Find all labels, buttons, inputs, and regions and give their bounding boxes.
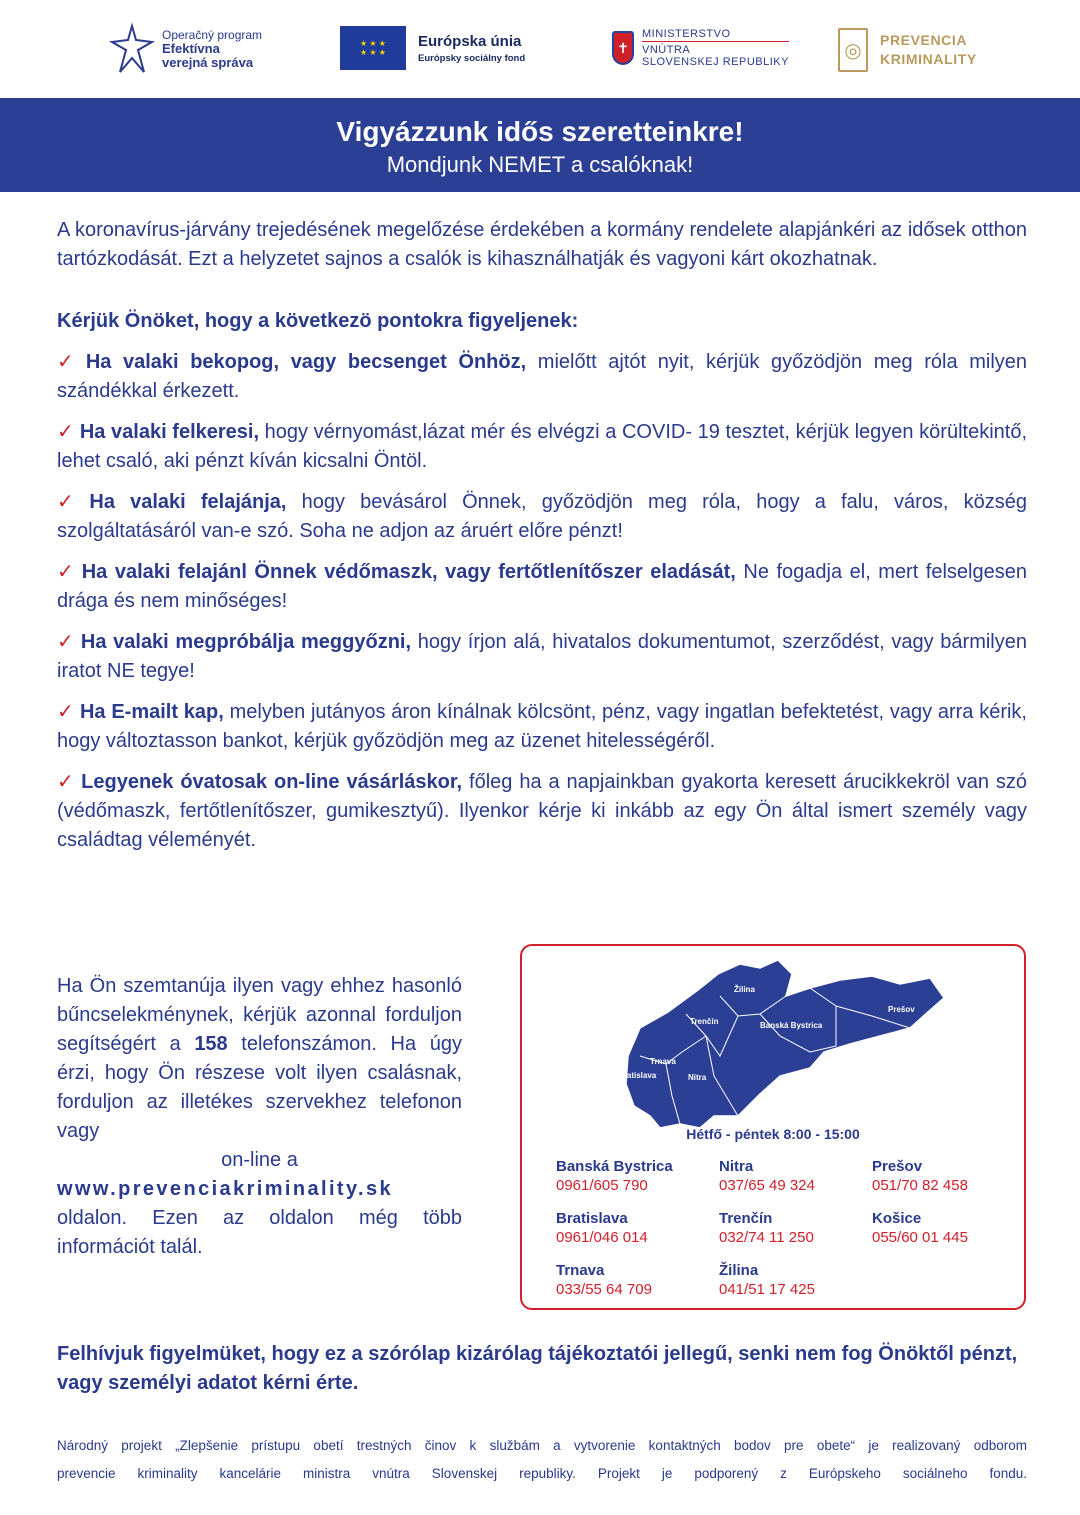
map-label-kosice: Košice	[876, 1037, 903, 1046]
op-line2: Efektívna	[162, 40, 220, 56]
contact-phone[interactable]: 051/70 82 458	[872, 1177, 968, 1194]
check-icon: ✓	[57, 771, 76, 793]
report-paragraph	[57, 972, 462, 1262]
prevencia-line2: KRIMINALITY	[880, 51, 977, 67]
report-text-1: Ha Ön szemtanúja ilyen vagy ehhez hasonló bűncselekménynek, kérjük azonnal forduljon segítségért a	[57, 975, 462, 1055]
contact-entry	[556, 1158, 719, 1194]
advice-item-text: Ne fogadja el, mert felselgesen drága és nem minőséges!	[57, 561, 1027, 612]
contact-city: Žilina	[719, 1262, 759, 1279]
advice-item-bold: Ha valaki felkeresi,	[79, 421, 260, 443]
advice-item-text: hogy vérnyomást,lázat mér és elvégzi a COVID- 19 tesztet, kérjük legyen körültekintő, lehet csaló, aki pénzt kíván kicsalni Öntöl.	[57, 421, 1027, 472]
map-label-nitra: Nitra	[688, 1073, 707, 1082]
phone-158: 158	[194, 1033, 228, 1055]
map-label-zilina: Žilina	[734, 985, 755, 994]
advice-item-bold: Ha valaki megpróbálja meggyőzni,	[80, 631, 412, 653]
map-label-banska-bystrica: Banská Bystrica	[760, 1021, 823, 1030]
map-label-bratislava: Bratislava	[618, 1071, 657, 1080]
contact-entry	[719, 1262, 872, 1298]
report-text-4: oldalon. Ezen az oldalon még több információt talál.	[57, 1207, 462, 1258]
map-label-trnava: Trnava	[650, 1057, 676, 1066]
contact-phone[interactable]: 0961/605 790	[556, 1177, 648, 1194]
contact-phone[interactable]: 037/65 49 324	[719, 1177, 815, 1194]
coat-of-arms-icon: ✝	[612, 31, 634, 65]
contact-box	[520, 944, 1026, 1310]
advice-item	[57, 698, 1027, 756]
advice-item	[57, 418, 1027, 476]
contact-phone[interactable]: 032/74 11 250	[719, 1229, 814, 1246]
slovakia-map	[610, 956, 950, 1134]
advice-item-text: hogy bevásárol Önnek, győzödjön meg róla, hogy a falu, város, község szolgáltatásáról van-e szó. Soha ne adjon az áruért előre pénzt!	[57, 491, 1027, 542]
ministry-line1: MINISTERSTVO	[642, 28, 789, 42]
advice-item-bold: Ha E-mailt kap,	[79, 701, 224, 723]
advice-item	[57, 488, 1027, 546]
advice-item-text: hogy írjon alá, hivatalos dokumentumot, szerződést, vagy bármilyen iratot NE tegye!	[57, 631, 1027, 682]
contact-city: Trnava	[556, 1262, 605, 1279]
check-icon: ✓	[57, 701, 74, 723]
op-line3: verejná správa	[162, 54, 254, 70]
main-content	[57, 216, 1027, 855]
advice-list	[57, 348, 1027, 855]
footer-line-1: Národný projekt „Zlepšenie prístupu obetí trestných činov k službám a vytvorenie kontaktných bodov pre obete“ je realizovaný odborom	[57, 1438, 1027, 1453]
lead-heading: Kérjük Önöket, hogy a következö pontokra figyeljenek:	[57, 310, 579, 332]
contact-grid	[556, 1158, 1006, 1298]
eu-title: Európska únia	[418, 32, 522, 50]
footer-line-2: prevencie kriminality kancelárie ministra vnútra Slovenskej republiky. Projekt je podporený z Európskeho sociálneho fondu.	[57, 1466, 1027, 1481]
advice-item-text: melyben jutányos áron kínálnak kölcsönt, pénz, vagy ingatlan befektetést, vagy arra kérik, hogy változtasson bankot, kérjük győzödjön meg az üzenet hitelességéről.	[57, 701, 1027, 752]
contact-phone[interactable]: 041/51 17 425	[719, 1281, 815, 1298]
eu-subtitle: Európsky sociálny fond	[418, 52, 526, 64]
check-icon: ✓	[57, 491, 84, 513]
contact-entry	[872, 1158, 1006, 1194]
advice-item-text: mielőtt ajtót nyit, kérjük győzödjön meg róla milyen szándékkal érkezett.	[57, 351, 1028, 402]
check-icon: ✓	[57, 631, 75, 653]
contact-entry	[719, 1158, 872, 1194]
advice-item-text: főleg ha a napjainkban gyakorta keresett árucikkekröl van szó (védőmaszk, fertőtlenítőszer, gumikesztyű). Ilyenkor kérje ki inkább az egy Ön által ismert személy vagy családtag véleményét.	[57, 771, 1027, 851]
footer	[57, 1432, 1027, 1488]
eu-logo	[340, 26, 525, 70]
report-text-3: on-line a	[221, 1149, 298, 1171]
disclaimer: Felhívjuk figyelmüket, hogy ez a szórólap kizárólag tájékoztatói jellegű, senki nem fog Önöktől pénzt, vagy személyi adatot kérni érte.	[57, 1343, 1018, 1394]
fingerprint-icon: ◎	[838, 28, 868, 72]
advice-item-bold: Ha valaki felajánja,	[89, 491, 287, 513]
contact-entry	[556, 1210, 719, 1246]
logo-bar	[0, 0, 1080, 98]
contact-city: Bratislava	[556, 1210, 628, 1227]
advice-item	[57, 558, 1027, 616]
page-title: Vigyázzunk idős szeretteinkre!	[336, 116, 744, 147]
map-label-trencin: Trenčín	[690, 1017, 719, 1026]
check-icon: ✓	[57, 561, 76, 583]
contact-entry	[719, 1210, 872, 1246]
advice-item-bold: Legyenek óvatosak on-line vásárláskor,	[81, 771, 463, 793]
intro-paragraph: A koronavírus-járvány trejedésének megelőzése érdekében a kormány rendelete alapjánkéri az idősek otthon tartózkodását. Ezt a helyzetet sajnos a csalók is kihasználhatják és vagyoni kárt okozhatnak.	[57, 219, 1027, 270]
contact-entry	[556, 1262, 719, 1298]
website-link[interactable]: www.prevenciakriminality.sk	[57, 1178, 394, 1200]
advice-item	[57, 628, 1027, 686]
contact-city: Prešov	[872, 1158, 923, 1175]
report-text-2: telefonszámon. Ha úgy érzi, hogy Ön részese volt ilyen csalásnak, forduljon az illetékes szervekhez telefonon vagy	[57, 1033, 462, 1142]
check-icon: ✓	[57, 351, 80, 373]
map-label-presov: Prešov	[888, 1005, 915, 1014]
ministry-logo	[612, 28, 789, 68]
contact-city: Košice	[872, 1210, 922, 1227]
ministry-line2: VNÚTRA	[642, 44, 691, 56]
prevencia-logo	[838, 28, 977, 72]
advice-item-bold: Ha valaki bekopog, vagy becsenget Önhöz,	[85, 351, 527, 373]
prevencia-line1: PREVENCIA	[880, 32, 968, 48]
contact-phone[interactable]: 0961/046 014	[556, 1229, 648, 1246]
contact-city: Banská Bystrica	[556, 1158, 673, 1175]
eu-flag-icon: ★ ★ ★ ★ ★ ★	[340, 26, 406, 70]
contact-entry	[872, 1210, 1006, 1246]
ministry-line3: SLOVENSKEJ REPUBLIKY	[642, 56, 789, 68]
advice-item-bold: Ha valaki felajánl Önnek védőmaszk, vagy fertőtlenítőszer eladását,	[81, 561, 736, 583]
office-hours: Hétfő - péntek 8:00 - 15:00	[686, 1126, 860, 1142]
advice-item	[57, 348, 1027, 406]
op-line1: Operačný program	[162, 27, 263, 42]
title-banner	[0, 98, 1080, 192]
contact-city: Nitra	[719, 1158, 754, 1175]
contact-phone[interactable]: 033/55 64 709	[556, 1281, 652, 1298]
page-subtitle: Mondjunk NEMET a csalóknak!	[386, 152, 694, 177]
advice-item	[57, 768, 1027, 855]
figure-icon	[108, 22, 156, 76]
contact-city: Trenčín	[719, 1210, 773, 1227]
check-icon: ✓	[57, 421, 74, 443]
contact-phone[interactable]: 055/60 01 445	[872, 1229, 968, 1246]
op-logo	[108, 22, 262, 76]
